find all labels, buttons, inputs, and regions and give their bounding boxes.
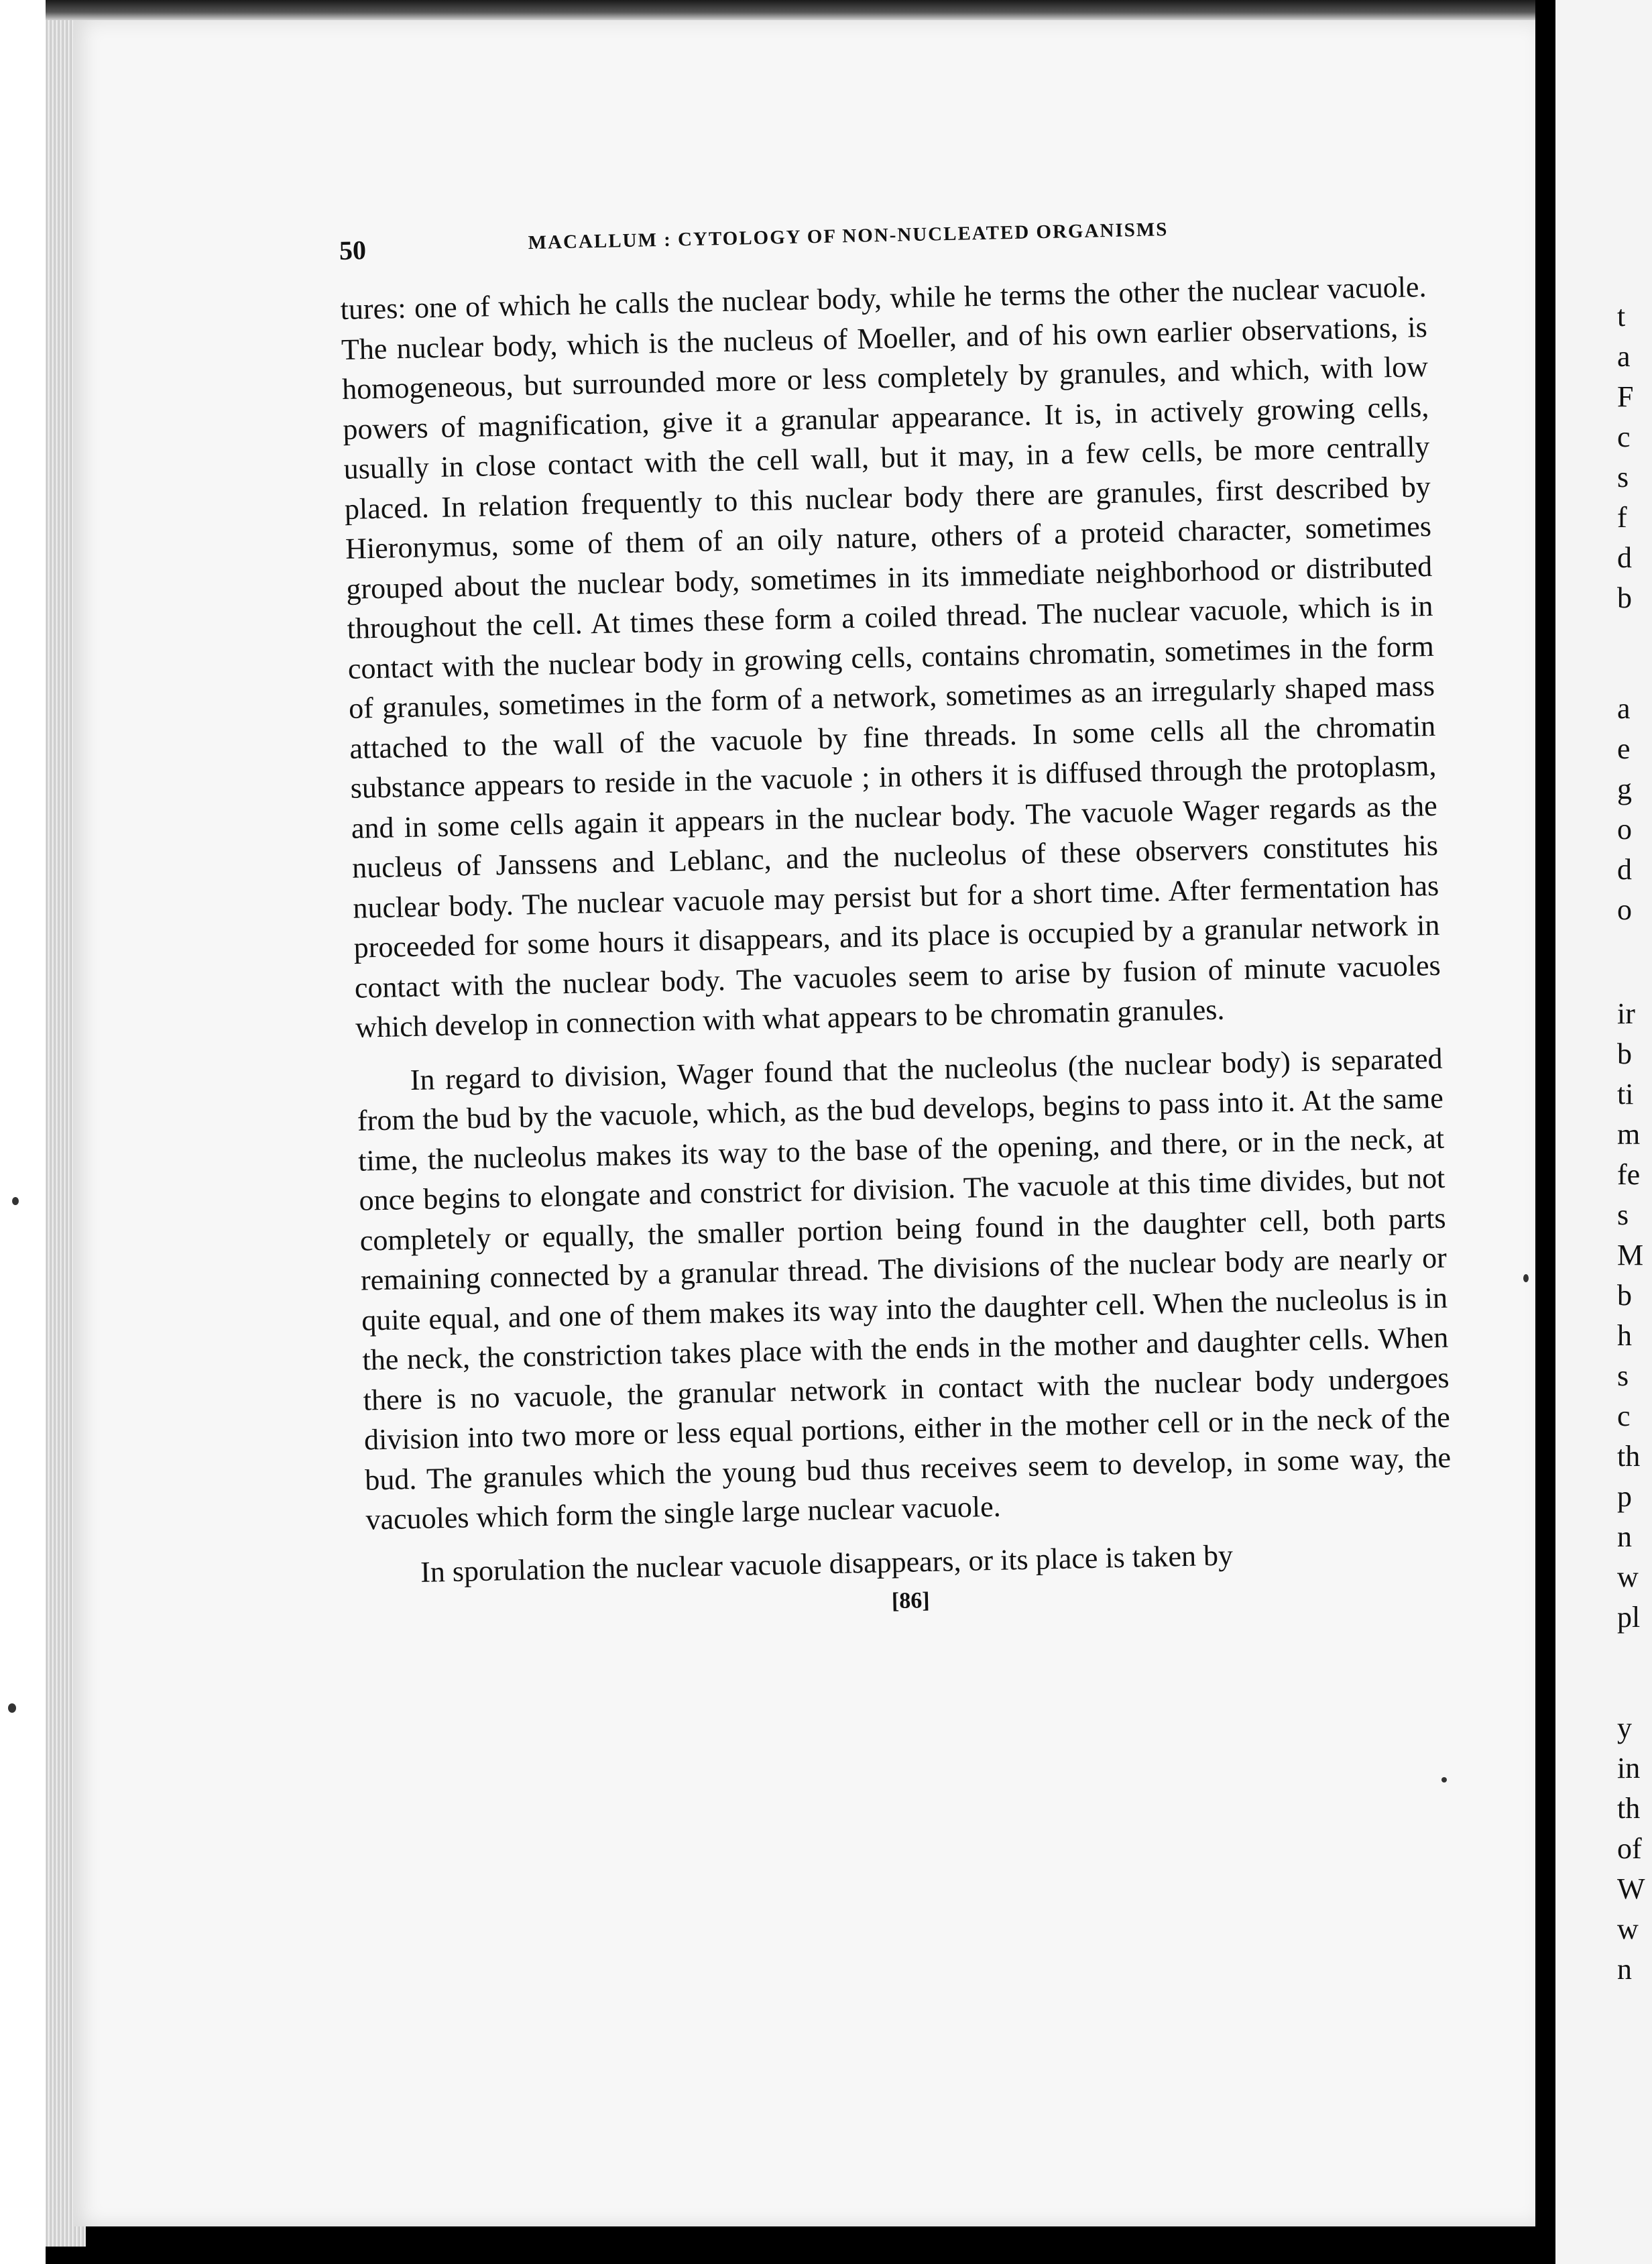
facing-page-line: ti bbox=[1617, 1078, 1634, 1111]
facing-page-line: c bbox=[1617, 1400, 1631, 1432]
facing-page-line: b bbox=[1617, 1279, 1632, 1312]
scan-speck bbox=[12, 1197, 19, 1205]
facing-page-line: m bbox=[1617, 1118, 1641, 1151]
facing-page-line: th bbox=[1617, 1792, 1641, 1825]
facing-page-line: e bbox=[1617, 732, 1631, 765]
body-text bbox=[340, 267, 1453, 1593]
facing-page-line: s bbox=[1617, 1359, 1629, 1392]
facing-page-line: a bbox=[1617, 340, 1631, 373]
facing-page-line: a bbox=[1617, 692, 1631, 725]
facing-page-line: h bbox=[1617, 1319, 1632, 1352]
facing-page-line: s bbox=[1617, 461, 1629, 494]
facing-page-line: b bbox=[1617, 1037, 1632, 1070]
facing-page-line: g bbox=[1617, 773, 1632, 805]
book-gutter bbox=[1535, 0, 1555, 2264]
paragraph: In regard to division, Wager found that the nucleolus (the nuclear body) is separated from the bud by the vacuole, which, as the bud develops, begins to pass into it. At the same time, the nucleolus makes its way to the base of the opening, and there, or in the neck, at once begins to elongate and constrict for division. The vacuole at this time divides, but not completely or equally, the smaller portion being found in the daughter cell, both parts remaining connected by a granular thread. The divisions of the nuclear body are nearly or quite equal, and one of them makes its way into the daughter cell. When the nucleolus is in the neck, the constriction takes place with the ends in the mother and daughter cells. When there is no vacuole, the granular network in contact with the nuclear body undergoes division into two more or less equal portions, either in the mother cell or in the neck of the bud. The granules which the young bud thus receives seem to develop, in some way, the vacuoles which form the single large nuclear vacuole. bbox=[357, 1041, 1452, 1536]
page-number: 50 bbox=[339, 235, 367, 266]
page-top-edge bbox=[46, 0, 1547, 20]
facing-page-line: s bbox=[1617, 1198, 1629, 1231]
facing-page-line: in bbox=[1617, 1752, 1641, 1785]
scan-speck bbox=[1523, 1274, 1529, 1282]
facing-page-line: F bbox=[1617, 380, 1634, 413]
facing-page-line: n bbox=[1617, 1953, 1632, 1986]
paragraph: tures: one of which he calls the nuclear body, while he terms the other the nuclear vacuole. The nuclear body, which is the nucleus of Moeller, and of his own earlier observations, is homogeneous, but surrounded more or less completely by granules, and which, with low powers of magnification, give it a granular appearance. It is, in actively growing cells, usually in close contact with the cell wall, but it may, in a few cells, be more centrally placed. In relation frequently to this nuclear body there are granules, first described by Hieronymus, some of them of an oily nature, others of a proteid character, sometimes grouped about the nuclear body, sometimes in its immediate neighborhood or distributed throughout the cell. At times these form a coiled thread. The nuclear vacuole, which is in contact with the nuclear body in growing cells, contains chromatin, sometimes in the form of granules, sometimes in the form of a network, sometimes as an irregularly shaped mass attached to the wall of the vacuole by fine threads. In some cells all the chromatin substance appears to reside in the vacuole ; in others it is diffused through the protoplasm, and in some cells again it appears in the nuclear body. The vacuole Wager regards as the nucleus of Janssens and Leblanc, and the nucleolus of these observers constitutes his nuclear body. The nuclear vacuole may persist but for a short time. After fermentation has proceeded for some hours it disappears, and its place is occupied by a granular network in contact with the nuclear body. The vacuoles seem to arise by fusion of minute vacuoles which develop in connection with what appears to be chromatin granules. bbox=[340, 270, 1441, 1044]
facing-page-line: pl bbox=[1617, 1601, 1641, 1634]
facing-page-line: y bbox=[1617, 1711, 1632, 1744]
facing-page-line: w bbox=[1617, 1561, 1639, 1593]
facing-page-line: fe bbox=[1617, 1158, 1641, 1191]
facing-page-line: ir bbox=[1617, 997, 1635, 1030]
facing-page-line: W bbox=[1617, 1872, 1645, 1905]
running-head: MACALLUM : CYTOLOGY OF NON-NUCLEATED ORGANISMS bbox=[528, 219, 1169, 254]
facing-page-line: n bbox=[1617, 1520, 1632, 1553]
facing-page-line: b bbox=[1617, 581, 1632, 614]
paragraph: In sporulation the nuclear vacuole disappears, or its place is taken by bbox=[420, 1538, 1234, 1589]
scan-margin bbox=[0, 0, 46, 2264]
facing-page-line: M bbox=[1617, 1239, 1644, 1271]
facing-page-line: f bbox=[1617, 501, 1627, 534]
facing-page-line: d bbox=[1617, 541, 1632, 574]
facing-page-line: o bbox=[1617, 893, 1632, 926]
signature-mark: [86] bbox=[891, 1587, 930, 1614]
scan-speck bbox=[1441, 1777, 1447, 1782]
facing-page-line: d bbox=[1617, 853, 1632, 886]
facing-page-line: o bbox=[1617, 813, 1632, 846]
facing-page-line: w bbox=[1617, 1913, 1639, 1945]
scan-speck bbox=[8, 1703, 16, 1713]
facing-page-line: t bbox=[1617, 300, 1626, 333]
facing-page-line: c bbox=[1617, 420, 1631, 453]
facing-page-line: p bbox=[1617, 1480, 1632, 1513]
page-content bbox=[339, 199, 1454, 1625]
facing-page-line: of bbox=[1617, 1832, 1642, 1865]
facing-page-line: th bbox=[1617, 1440, 1641, 1473]
